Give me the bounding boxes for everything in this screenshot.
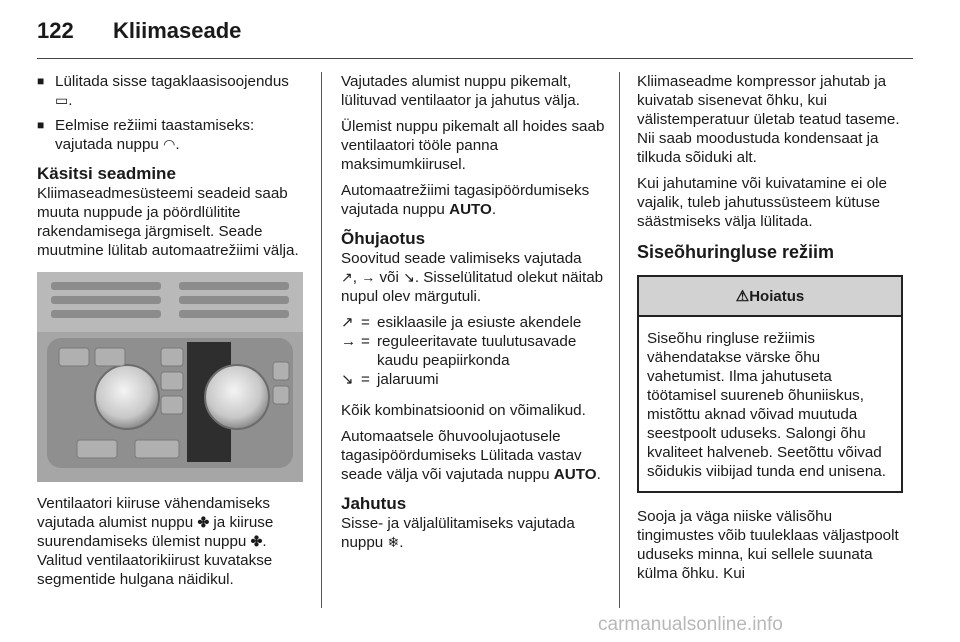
column-divider bbox=[321, 72, 322, 608]
warning-text: Siseõhu ringluse režiimis vähendatakse värske õhu vahetumist. Ilma jahutuseta töötamisel suureneb õhuniiskus, mistõttu aknad võivad muutuda seestpoolt uduseks. Salongi õhu kvaliteet halveneb. Seetõttu võivad sõidukis viibijad tunda end unisena. bbox=[647, 330, 886, 480]
column-3 bbox=[637, 72, 905, 590]
section-heading: Jahutus bbox=[341, 494, 407, 513]
fan-icon: ✤ bbox=[197, 514, 210, 530]
paragraph: Kliimaseadmesüsteemi seadeid saab muuta nuppude ja pöördlülitite rakendamisega järgmiselt. Seade muutmine lülitab automaatrežiimi välja. bbox=[37, 185, 299, 259]
paragraph: Kõik kombinatsioonid on võimalikud. bbox=[341, 402, 586, 419]
list-item: ↗ = esiklaasile ja esiuste akendele bbox=[341, 314, 582, 331]
snowflake-icon: ❄ bbox=[387, 534, 400, 550]
rear-defrost-icon: ▭ bbox=[55, 92, 69, 108]
bullet-icon: ■ bbox=[37, 118, 45, 132]
list-item: → = reguleeritavate tuulutusavade kaudu peapiirkonda bbox=[341, 333, 577, 369]
paragraph: Ülemist nuppu pikemalt all hoides saab ventilaatori tööle panna maksimumkiirusel. bbox=[341, 118, 605, 173]
header-divider bbox=[37, 58, 913, 59]
column-2 bbox=[341, 72, 611, 559]
paragraph: Sooja ja väga niiske välisõhu tingimustes võib tuuleklaas väljastpoolt uduseks minna, kui sellele suunata külma õhku. Kui bbox=[637, 508, 899, 582]
paragraph: Ventilaatori kiiruse vähendamiseks vajutada alumist nuppu ✤ ja kiiruse suurendamiseks ülemist nuppu ✤. Valitud ventilaatorikiirust kuvatakse segmentide hulgana näidikul. bbox=[37, 495, 274, 588]
section-heading: Käsitsi seadmine bbox=[37, 164, 176, 183]
page-title: Kliimaseade bbox=[113, 18, 242, 43]
warning-title: Hoiatus bbox=[749, 287, 805, 305]
warning-box bbox=[637, 275, 903, 493]
paragraph: Kui jahutamine või kuivatamine ei ole vajalik, tuleb jahutussüsteem kütuse säästmiseks välja lülitada. bbox=[637, 175, 887, 230]
paragraph: Vajutades alumist nuppu pikemalt, lülituvad ventilaator ja jahutus välja. bbox=[341, 73, 580, 109]
head-airflow-icon: → bbox=[341, 333, 357, 350]
footwell-airflow-icon: ↘ bbox=[403, 269, 415, 285]
paragraph: Soovitud seade valimiseks vajutada ↗, → või ↘. Sisselülitatud olekut näitab nupul olev märgutuli. bbox=[341, 250, 604, 305]
bullet-icon: ■ bbox=[37, 74, 45, 88]
windshield-airflow-icon: ↗ bbox=[341, 269, 353, 285]
windshield-airflow-icon: ↗ bbox=[341, 314, 354, 331]
section-heading: Õhujaotus bbox=[341, 229, 426, 248]
list-item: ↘ = jalaruumi bbox=[341, 371, 439, 388]
footwell-airflow-icon: ↘ bbox=[341, 371, 354, 388]
list-item: ■ Lülitada sisse tagaklaasisoojendus ▭. bbox=[37, 73, 289, 109]
warning-header bbox=[639, 277, 901, 317]
paragraph: Automaatsele õhuvoolujaotusele tagasipöördumiseks Lülitada vastav seade välja või vajutada nuppu AUTO. bbox=[341, 428, 601, 483]
warning-icon: ⚠ bbox=[735, 287, 750, 305]
paragraph: Automaatrežiimi tagasipöördumiseks vajutada nuppu AUTO. bbox=[341, 182, 590, 218]
column-divider bbox=[619, 72, 620, 608]
climate-panel-photo bbox=[37, 272, 303, 482]
page-number: 122 bbox=[37, 18, 74, 43]
paragraph: Sisse- ja väljalülitamiseks vajutada nuppu ❄. bbox=[341, 515, 575, 551]
page-header bbox=[37, 12, 917, 56]
front-defrost-icon: ◠ bbox=[163, 136, 176, 152]
column-1 bbox=[37, 72, 305, 596]
paragraph: Kliimaseadme kompressor jahutab ja kuivatab sisenevat õhku, kui välistemperatuur ületab teatud taseme. Nii saab moodustuda kondensaat ja tilkuda sõiduki alt. bbox=[637, 73, 900, 166]
section-heading: Siseõhuringluse režiim bbox=[637, 242, 835, 262]
definition-list bbox=[341, 313, 611, 389]
watermark: carmanualsonline.info bbox=[598, 614, 783, 635]
fan-icon: ✤ bbox=[250, 533, 263, 549]
list-item: ■ Eelmise režiimi taastamiseks: vajutada nuppu ◠. bbox=[37, 117, 255, 153]
head-airflow-icon: → bbox=[361, 269, 376, 285]
